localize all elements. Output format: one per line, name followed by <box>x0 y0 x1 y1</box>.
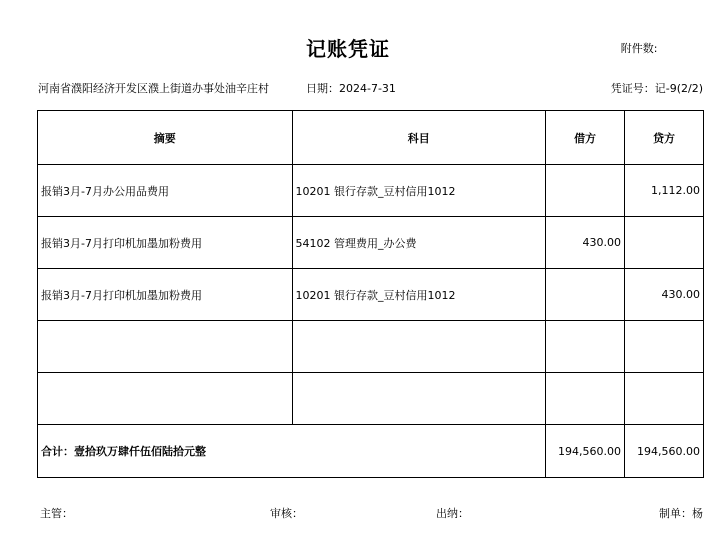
credit-cell <box>625 373 704 425</box>
table-header-row <box>38 111 704 165</box>
voucher-table <box>37 110 704 478</box>
account-cell <box>292 321 546 373</box>
debit-cell <box>546 373 625 425</box>
credit-cell <box>625 217 704 269</box>
date-label: 日期： <box>306 82 339 95</box>
date-value: 2024-7-31 <box>339 82 396 95</box>
summary-cell: 报销3月-7月打印机加墨加粉费用 <box>38 269 293 321</box>
voucher-label: 凭证号： <box>610 82 655 95</box>
summary-cell <box>38 373 293 425</box>
voucher-title: 记账凭证 <box>306 37 390 61</box>
maker-signature: 制单：杨 <box>659 507 703 520</box>
credit-cell <box>625 321 704 373</box>
column-header-credit: 贷方 <box>625 111 704 165</box>
table-row <box>38 373 704 425</box>
organization-name: 河南省濮阳经济开发区濮上街道办事处油辛庄村 <box>38 82 269 95</box>
voucher-number <box>611 80 703 96</box>
reviewer-signature: 审核： <box>270 507 303 520</box>
credit-cell: 1,112.00 <box>625 165 704 217</box>
debit-cell <box>546 165 625 217</box>
total-credit: 194,560.00 <box>625 425 704 478</box>
table-row <box>38 165 704 217</box>
credit-cell: 430.00 <box>625 269 704 321</box>
supervisor-signature: 主管： <box>40 507 73 520</box>
account-cell: 54102 管理费用_办公费 <box>292 217 546 269</box>
total-label: 合计：壹拾玖万肆仟伍佰陆拾元整 <box>38 425 546 478</box>
voucher-value: 记-9(2/2) <box>654 82 703 95</box>
total-row <box>38 425 704 478</box>
account-cell <box>292 373 546 425</box>
account-cell: 10201 银行存款_豆村信用1012 <box>292 269 546 321</box>
column-header-debit: 借方 <box>546 111 625 165</box>
account-cell: 10201 银行存款_豆村信用1012 <box>292 165 546 217</box>
voucher-meta <box>38 80 703 96</box>
summary-cell: 报销3月-7月打印机加墨加粉费用 <box>38 217 293 269</box>
cashier-signature: 出纳： <box>436 507 469 520</box>
total-debit: 194,560.00 <box>546 425 625 478</box>
attachments-label: 附件数: <box>620 42 658 55</box>
column-header-summary: 摘要 <box>38 111 293 165</box>
debit-cell <box>546 269 625 321</box>
debit-cell: 430.00 <box>546 217 625 269</box>
debit-cell <box>546 321 625 373</box>
table-row <box>38 269 704 321</box>
table-row <box>38 321 704 373</box>
attachments-count <box>621 40 671 56</box>
table-row <box>38 217 704 269</box>
column-header-account: 科目 <box>292 111 546 165</box>
summary-cell <box>38 321 293 373</box>
summary-cell: 报销3月-7月办公用品费用 <box>38 165 293 217</box>
voucher-date <box>306 80 396 96</box>
